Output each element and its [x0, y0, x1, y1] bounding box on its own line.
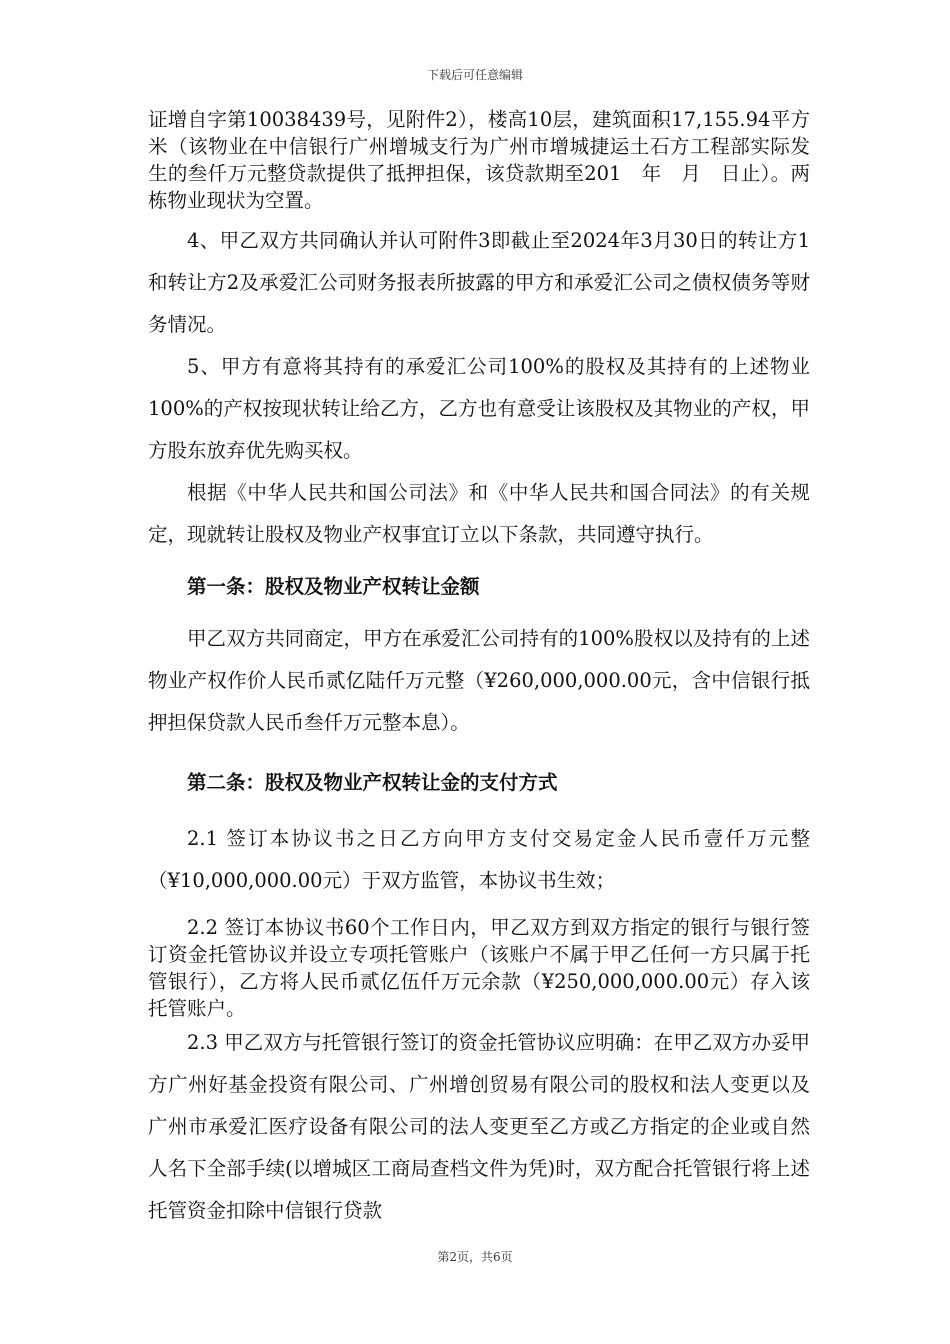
paragraph-clause-5: 5、甲方有意将其持有的承爱汇公司100%的股权及其持有的上述物业100%的产权按现状转让给乙方，乙方也有意受让该股权及其物业的产权，甲方股东放弃优先购买权。: [148, 355, 810, 462]
page-header: 下载后可任意编辑: [426, 68, 523, 82]
paragraph-clause-4: 4、甲乙双方共同确认并认可附件3即截止至2024年3月30日的转让方1和转让方2及承爱汇公司财务报表所披露的甲方和承爱汇公司之债权债务等财务情况。: [148, 229, 810, 336]
paragraph-article-1: 甲乙双方共同商定，甲方在承爱汇公司持有的100%股权以及持有的上述物业产权作价人民币贰亿陆仟万元整（¥260,000,000.00元，含中信银行抵押担保贷款人民币叁仟万元整本息）。: [148, 627, 810, 734]
document-body: [148, 106, 810, 1232]
paragraph-clause-2-3: 2.3 甲乙双方与托管银行签订的资金托管协议应明确：在甲乙双方办妥甲方广州好基金投资有限公司、广州增创贸易有限公司的股权和法人变更以及广州市承爱汇医疗设备有限公司的法人变更至乙方或乙方指定的企业或自然人名下全部手续(以增城区工商局查档文件为凭)时，双方配合托管银行将上述托管资金扣除中信银行贷款: [148, 1031, 810, 1222]
paragraph-clause-2-2: 2.2 签订本协议书60个工作日内，甲乙双方到双方指定的银行与银行签订资金托管协议并设立专项托管账户（该账户不属于甲乙任何一方只属于托管银行），乙方将人民币贰亿伍仟万元余款（¥250,000,000.00元）存入该托管账户。: [148, 916, 810, 1020]
paragraph-clause-2-1: 2.1 签订本协议书之日乙方向甲方支付交易定金人民币壹仟万元整（¥10,000,000.00元）于双方监管，本协议书生效；: [148, 827, 810, 892]
paragraph-legal-basis: 根据《中华人民共和国公司法》和《中华人民共和国合同法》的有关规定，现就转让股权及物业产权事宜订立以下条款，共同遵守执行。: [148, 481, 810, 546]
heading-article-2: 第二条：股权及物业产权转让金的支付方式: [187, 771, 558, 794]
paragraph-property-details: 证增自字第10038439号，见附件2），楼高10层，建筑面积17,155.94平方米（该物业在中信银行广州增城支行为广州市增城捷运土石方工程部实际发生的叁仟万元整贷款提供了抵押担保，该贷款期至201 年 月 日止）。两栋物业现状为空置。: [148, 108, 810, 212]
page-footer: 第2页，共6页: [437, 1250, 513, 1264]
heading-article-1: 第一条：股权及物业产权转让金额: [187, 575, 480, 598]
